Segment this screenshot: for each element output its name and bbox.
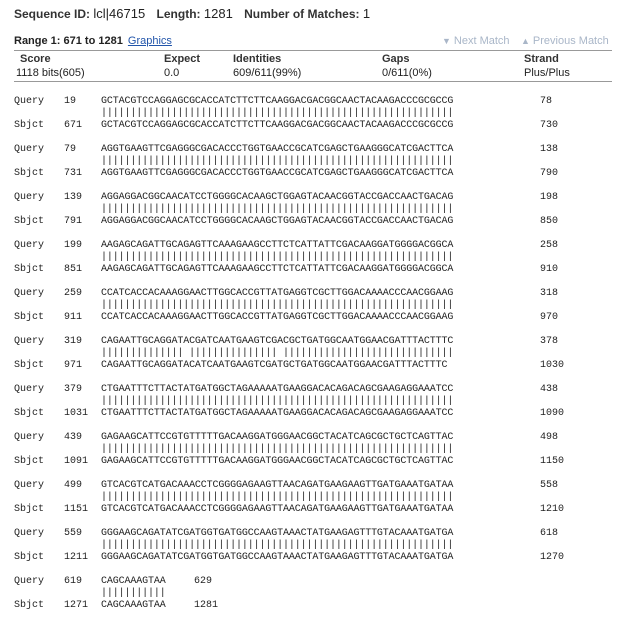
sbjct-start: 1211 <box>64 552 89 563</box>
sbjct-end: 730 <box>540 120 559 131</box>
query-start: 199 <box>64 240 83 251</box>
query-start: 499 <box>64 480 83 491</box>
sbjct-start: 671 <box>64 120 83 131</box>
query-label: Query <box>14 528 45 539</box>
query-start: 439 <box>64 432 83 443</box>
match-bars: |||||||||||||||||||||||||||||||||||||||||||||||||||||||||||| <box>101 252 454 263</box>
sbjct-end: 790 <box>540 168 559 179</box>
query-start: 619 <box>64 576 83 587</box>
length-value: 1281 <box>203 6 233 21</box>
sbjct-start: 1031 <box>64 408 89 419</box>
sbjct-start: 911 <box>64 312 83 323</box>
query-sequence: AGGAGGACGGCAACATCCTGGGGCACAAGCTGGAGTACAACGGTACCGACCAACTGACAG <box>101 192 454 203</box>
sbjct-sequence: CAGCAAAGTAA <box>101 600 166 611</box>
query-end: 558 <box>540 480 559 491</box>
graphics-link[interactable]: Graphics <box>127 35 172 47</box>
up-triangle-icon: ▲ <box>521 36 530 46</box>
query-label: Query <box>14 96 45 107</box>
query-label: Query <box>14 336 45 347</box>
sbjct-start: 791 <box>64 216 83 227</box>
query-label: Query <box>14 288 45 299</box>
sbjct-end: 910 <box>540 264 559 275</box>
match-bars: |||||||||||||||||||||||||||||||||||||||||||||||||||||||||||| <box>101 108 454 119</box>
match-bars: |||||||||||||||||||||||||||||||||||||||||||||||||||||||||||| <box>101 444 454 455</box>
alignment-block <box>14 576 614 624</box>
alignment-block <box>14 432 614 480</box>
query-end: 438 <box>540 384 559 395</box>
query-sequence: CAGCAAAGTAA <box>101 576 166 587</box>
query-end: 198 <box>540 192 559 203</box>
query-sequence: GTCACGTCATGACAAACCTCGGGGAGAAGTTAACAGATGAAGAAGTTGATGAAATGATAA <box>101 480 454 491</box>
query-start: 319 <box>64 336 83 347</box>
sbjct-label: Sbjct <box>14 408 45 419</box>
query-end: 618 <box>540 528 559 539</box>
sbjct-label: Sbjct <box>14 456 45 467</box>
sbjct-end: 1281 <box>194 600 219 611</box>
query-end: 629 <box>194 576 213 587</box>
query-sequence: GCTACGTCCAGGAGCGCACCATCTTCTTCAAGGACGACGGCAACTACAAGACCCGCGCCG <box>101 96 454 107</box>
query-label: Query <box>14 144 45 155</box>
sbjct-sequence: GAGAAGCATTCCGTGTTTTTGACAAGGATGGGAACGGCTACATCAGCGCTGCTCAGTTAC <box>101 456 454 467</box>
previous-match-label: Previous Match <box>532 35 609 47</box>
sbjct-label: Sbjct <box>14 120 45 131</box>
strand-value: Plus/Plus <box>524 67 570 79</box>
query-end: 258 <box>540 240 559 251</box>
range-line <box>14 35 172 47</box>
length-label: Length: <box>156 7 201 21</box>
alignment-block <box>14 384 614 432</box>
sbjct-sequence: AGGAGGACGGCAACATCCTGGGGCACAAGCTGGAGTACAACGGTACCGACCAACTGACAG <box>101 216 454 227</box>
sbjct-sequence: AGGTGAAGTTCGAGGGCGACACCCTGGTGAACCGCATCGAGCTGAAGGGCATCGACTTCA <box>101 168 454 179</box>
sbjct-sequence: AAGAGCAGATTGCAGAGTTCAAAGAAGCCTTCTCATTATTCGACAAGGATGGGGACGGCA <box>101 264 454 275</box>
query-start: 139 <box>64 192 83 203</box>
identities-value: 609/611(99%) <box>233 67 302 79</box>
sbjct-sequence: GCTACGTCCAGGAGCGCACCATCTTCTTCAAGGACGACGGCAACTACAAGACCCGCGCCG <box>101 120 454 131</box>
sbjct-start: 851 <box>64 264 83 275</box>
sbjct-sequence: CAGAATTGCAGGATACATCAATGAAGTCGATGCTGATGGCAATGGAACGATTTACTTTC <box>101 360 448 371</box>
score-table <box>14 50 612 82</box>
query-label: Query <box>14 432 45 443</box>
sequence-id-value: lcl|46715 <box>93 6 146 21</box>
sbjct-sequence: GGGAAGCAGATATCGATGGTGATGGCCAAGTAAACTATGAAGAGTTTGTACAAATGATGA <box>101 552 454 563</box>
query-sequence: AGGTGAAGTTCGAGGGCGACACCCTGGTGAACCGCATCGAGCTGAAGGGCATCGACTTCA <box>101 144 454 155</box>
query-sequence: AAGAGCAGATTGCAGAGTTCAAAGAAGCCTTCTCATTATTCGACAAGGATGGGGACGGCA <box>101 240 454 251</box>
sbjct-label: Sbjct <box>14 264 45 275</box>
sbjct-end: 970 <box>540 312 559 323</box>
match-bars: |||||||||||||| ||||||||||||||| ||||||||||||||||||||||||||||| <box>101 348 454 359</box>
sbjct-end: 1030 <box>540 360 565 371</box>
matches-label: Number of Matches: <box>244 7 360 21</box>
query-label: Query <box>14 576 45 587</box>
query-label: Query <box>14 384 45 395</box>
query-sequence: CTGAATTTCTTACTATGATGGCTAGAAAAATGAAGGACACAGACAGCGAAGAGGAAATCC <box>101 384 454 395</box>
previous-match-link[interactable] <box>521 35 609 47</box>
query-sequence: GGGAAGCAGATATCGATGGTGATGGCCAAGTAAACTATGAAGAGTTTGTACAAATGATGA <box>101 528 454 539</box>
match-bars: |||||||||||||||||||||||||||||||||||||||||||||||||||||||||||| <box>101 300 454 311</box>
sbjct-label: Sbjct <box>14 360 45 371</box>
match-bars: ||||||||||| <box>101 588 166 599</box>
sequence-header <box>14 6 378 21</box>
query-label: Query <box>14 480 45 491</box>
alignment-block <box>14 288 614 336</box>
sbjct-label: Sbjct <box>14 168 45 179</box>
match-bars: |||||||||||||||||||||||||||||||||||||||||||||||||||||||||||| <box>101 204 454 215</box>
query-sequence: CAGAATTGCAGGATACGATCAATGAAGTCGACGCTGATGGCAATGGAACGATTTACTTTC <box>101 336 454 347</box>
sequence-id-label: Sequence ID: <box>14 7 91 21</box>
range-label: Range 1: 671 to 1281 <box>14 35 123 47</box>
sbjct-label: Sbjct <box>14 216 45 227</box>
sbjct-end: 1210 <box>540 504 565 515</box>
identities-header: Identities <box>233 53 282 65</box>
match-bars: |||||||||||||||||||||||||||||||||||||||||||||||||||||||||||| <box>101 156 454 167</box>
alignment-block <box>14 480 614 528</box>
query-label: Query <box>14 192 45 203</box>
sbjct-label: Sbjct <box>14 600 45 611</box>
down-triangle-icon: ▼ <box>442 36 451 46</box>
query-start: 379 <box>64 384 83 395</box>
alignment-block <box>14 336 614 384</box>
next-match-label: Next Match <box>453 35 510 47</box>
sbjct-start: 731 <box>64 168 83 179</box>
matches-value: 1 <box>362 6 371 21</box>
alignment-block <box>14 240 614 288</box>
alignment-block <box>14 144 614 192</box>
next-match-link[interactable] <box>442 35 510 47</box>
sbjct-start: 1151 <box>64 504 89 515</box>
sbjct-label: Sbjct <box>14 552 45 563</box>
query-start: 19 <box>64 96 77 107</box>
expect-header: Expect <box>164 53 201 65</box>
sbjct-end: 1270 <box>540 552 565 563</box>
score-value: 1118 bits(605) <box>16 67 85 79</box>
expect-value: 0.0 <box>164 67 180 79</box>
match-bars: |||||||||||||||||||||||||||||||||||||||||||||||||||||||||||| <box>101 396 454 407</box>
query-end: 498 <box>540 432 559 443</box>
sbjct-end: 1150 <box>540 456 565 467</box>
sbjct-end: 1090 <box>540 408 565 419</box>
sbjct-sequence: CTGAATTTCTTACTATGATGGCTAGAAAAATGAAGGACACAGACAGCGAAGAGGAAATCC <box>101 408 454 419</box>
query-label: Query <box>14 240 45 251</box>
query-end: 318 <box>540 288 559 299</box>
sbjct-label: Sbjct <box>14 312 45 323</box>
query-end: 78 <box>540 96 553 107</box>
match-bars: |||||||||||||||||||||||||||||||||||||||||||||||||||||||||||| <box>101 492 454 503</box>
query-start: 559 <box>64 528 83 539</box>
query-sequence: CCATCACCACAAAGGAACTTGGCACCGTTATGAGGTCGCTTGGACAAAACCCAACGGAAG <box>101 288 454 299</box>
query-end: 138 <box>540 144 559 155</box>
score-header: Score <box>20 53 51 65</box>
query-sequence: GAGAAGCATTCCGTGTTTTTGACAAGGATGGGAACGGCTACATCAGCGCTGCTCAGTTAC <box>101 432 454 443</box>
sbjct-start: 1091 <box>64 456 89 467</box>
gaps-header: Gaps <box>382 53 410 65</box>
sbjct-start: 971 <box>64 360 83 371</box>
sbjct-sequence: GTCACGTCATGACAAACCTCGGGGAGAAGTTAACAGATGAAGAAGTTGATGAAATGATAA <box>101 504 454 515</box>
strand-header: Strand <box>524 53 559 65</box>
alignment-block <box>14 528 614 576</box>
sbjct-sequence: CCATCACCACAAAGGAACTTGGCACCGTTATGAGGTCGCTTGGACAAAACCCAACGGAAG <box>101 312 454 323</box>
query-end: 378 <box>540 336 559 347</box>
sbjct-end: 850 <box>540 216 559 227</box>
sbjct-start: 1271 <box>64 600 89 611</box>
alignment-block <box>14 192 614 240</box>
query-start: 79 <box>64 144 77 155</box>
match-bars: |||||||||||||||||||||||||||||||||||||||||||||||||||||||||||| <box>101 540 454 551</box>
alignment-block <box>14 96 614 144</box>
gaps-value: 0/611(0%) <box>382 67 432 79</box>
sbjct-label: Sbjct <box>14 504 45 515</box>
query-start: 259 <box>64 288 83 299</box>
